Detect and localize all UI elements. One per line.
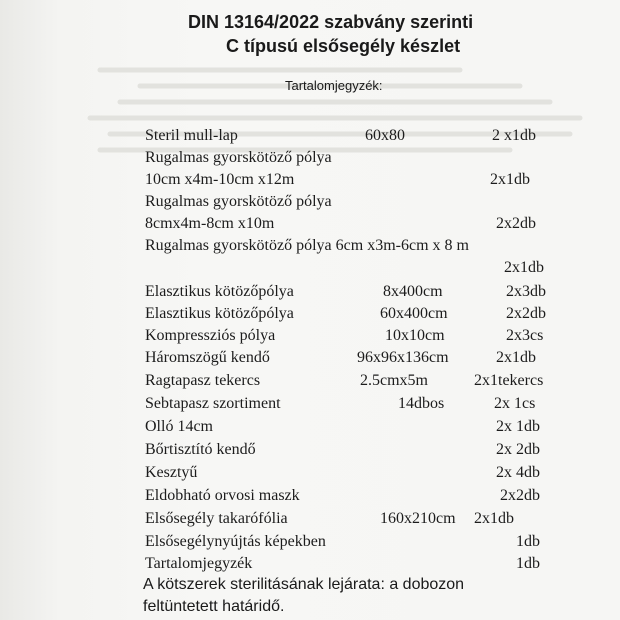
item-name: Elsősegélynyújtás képekben: [145, 533, 326, 550]
item-quantity: 2x 1cs: [494, 395, 536, 412]
item-size: 2.5cmx5m: [360, 372, 428, 389]
document-title-line-1: DIN 13164/2022 szabvány szerinti: [188, 12, 474, 32]
item-size: 96x96x136cm: [357, 349, 449, 366]
item-name: Elsősegély takarófólia: [145, 510, 288, 527]
item-name: Eldobható orvosi maszk: [145, 487, 300, 504]
item-size: 10x10cm: [385, 327, 445, 344]
toc-heading: Tartalomjegyzék:: [285, 78, 383, 93]
item-name: Rugalmas gyorskötöző pólya: [145, 149, 332, 166]
item-name: Kesztyű: [145, 464, 198, 481]
item-name: Elasztikus kötözőpólya: [145, 283, 294, 300]
item-name: Háromszögű kendő: [145, 349, 270, 366]
item-quantity: 2x3db: [506, 283, 546, 300]
item-name: Elasztikus kötözőpólya: [145, 305, 294, 322]
item-quantity: 1db: [516, 533, 540, 550]
item-quantity: 2x2db: [500, 487, 540, 504]
item-quantity: 2x1db: [504, 259, 544, 276]
item-quantity: 2x1db: [496, 349, 536, 366]
item-quantity: 2x2db: [506, 305, 546, 322]
sterility-note-line-2: feltüntetett határidő.: [143, 598, 285, 615]
item-size: 60x400cm: [380, 305, 448, 322]
item-quantity: 1db: [516, 555, 540, 572]
item-quantity: 2x 2db: [496, 441, 540, 458]
item-quantity: 2x2db: [496, 215, 536, 232]
item-name: Steril mull-lap: [145, 127, 238, 144]
sterility-note-line-1: A kötszerek sterilitásának lejárata: a dobozon: [143, 576, 465, 593]
item-quantity: 2x3cs: [506, 327, 544, 344]
item-quantity: 2x1db: [490, 171, 530, 188]
item-quantity: 2x1db: [474, 510, 514, 527]
item-quantity: 2x 1db: [496, 418, 540, 435]
item-quantity: 2x 4db: [496, 464, 540, 481]
item-size: 60x80: [365, 127, 405, 144]
item-name: Ragtapasz tekercs: [145, 372, 261, 389]
item-size: 8x400cm: [383, 283, 443, 300]
item-name: Bőrtisztító kendő: [145, 441, 256, 458]
item-name: 10cm x4m-10cm x12m: [145, 171, 295, 188]
item-name: Rugalmas gyorskötöző pólya 6cm x3m-6cm x 8 m: [145, 237, 469, 254]
item-size: 160x210cm: [380, 510, 456, 527]
item-name: Kompressziós pólya: [145, 327, 276, 344]
item-name: Tartalomjegyzék: [145, 555, 253, 572]
item-name: Sebtapasz szortiment: [145, 395, 281, 412]
item-quantity: 2 x1db: [492, 127, 536, 144]
item-size: 14dbos: [398, 395, 445, 412]
item-name: 8cmx4m-8cm x10m: [145, 215, 275, 232]
document-title-line-2: C típusú elsősegély készlet: [226, 36, 461, 56]
item-quantity: 2x1tekercs: [474, 372, 544, 389]
item-name: Rugalmas gyorskötöző pólya: [145, 193, 332, 210]
item-name: Olló 14cm: [145, 418, 213, 435]
